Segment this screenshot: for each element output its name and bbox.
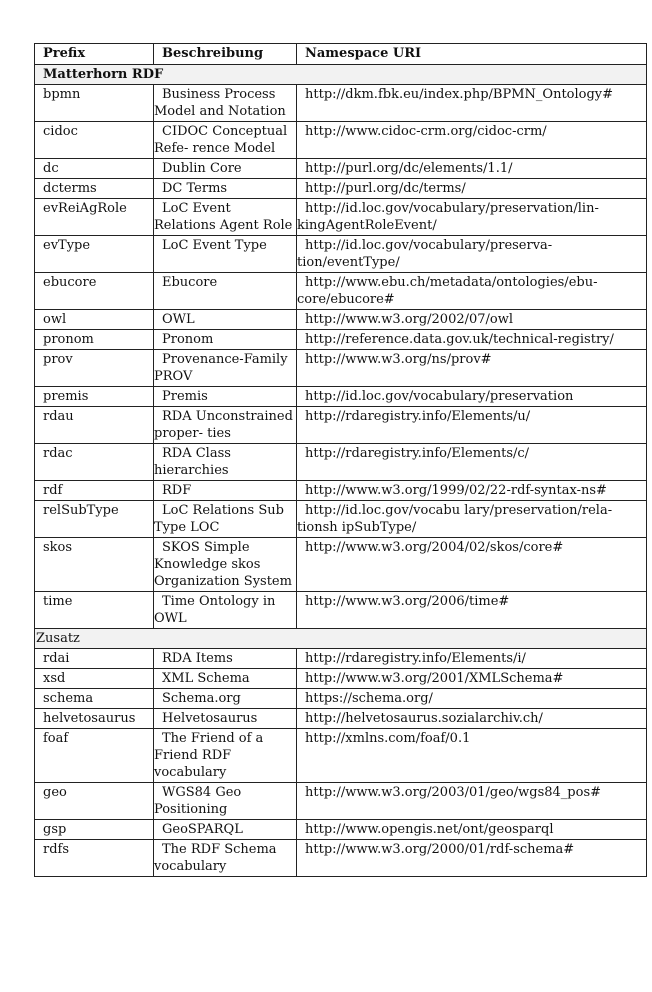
table-row: [35, 709, 647, 729]
cell-prefix: rdai: [35, 649, 154, 669]
cell-prefix: cidoc: [35, 122, 154, 159]
uri-text: http://purl.org/dc/terms/: [305, 181, 466, 196]
table-row: [35, 689, 647, 709]
cell-description: [154, 273, 297, 310]
header-description: Beschreibung: [154, 44, 297, 65]
cell-description: [154, 481, 297, 501]
description-text: The RDF Schema vocabulary: [154, 842, 277, 874]
cell-description: [154, 387, 297, 407]
cell-namespace-uri: [297, 273, 647, 310]
cell-prefix: owl: [35, 310, 154, 330]
uri-text: https://schema.org/: [305, 691, 433, 706]
cell-description: [154, 350, 297, 387]
cell-description: [154, 669, 297, 689]
uri-text: http://xmlns.com/foaf/0.1: [305, 731, 471, 746]
header-prefix: Prefix: [35, 44, 154, 65]
uri-text: http://www.cidoc-crm.org/cidoc-crm/: [305, 124, 547, 139]
cell-prefix: gsp: [35, 820, 154, 840]
table-row: [35, 669, 647, 689]
description-text: Pronom: [162, 332, 214, 347]
cell-description: [154, 783, 297, 820]
cell-namespace-uri: [297, 444, 647, 481]
uri-text: http://id.loc.gov/vocabu lary/preservation/rela- tionsh ipSubType/: [297, 503, 613, 535]
cell-prefix: schema: [35, 689, 154, 709]
description-text: DC Terms: [162, 181, 228, 196]
uri-text: http://www.w3.org/2004/02/skos/core#: [305, 540, 564, 555]
cell-description: [154, 840, 297, 877]
table-row: [35, 444, 647, 481]
cell-prefix: relSubType: [35, 501, 154, 538]
cell-namespace-uri: [297, 592, 647, 629]
cell-prefix: evReiAgRole: [35, 199, 154, 236]
cell-prefix: rdac: [35, 444, 154, 481]
cell-description: [154, 538, 297, 592]
description-text: SKOS Simple Knowledge skos Organization System: [154, 540, 292, 589]
table-row: [35, 729, 647, 783]
cell-description: [154, 709, 297, 729]
group-row: [35, 629, 647, 649]
table-row: [35, 199, 647, 236]
uri-text: http://www.ebu.ch/metadata/ontologies/ebu- core/ebucore#: [297, 275, 598, 307]
description-text: LoC Event Type: [162, 238, 267, 253]
table-row: [35, 538, 647, 592]
cell-prefix: dcterms: [35, 179, 154, 199]
cell-description: [154, 122, 297, 159]
description-text: RDA Items: [162, 651, 233, 666]
cell-namespace-uri: [297, 122, 647, 159]
cell-prefix: foaf: [35, 729, 154, 783]
table-row: [35, 179, 647, 199]
description-text: The Friend of a Friend RDF vocabulary: [154, 731, 264, 780]
cell-description: [154, 820, 297, 840]
cell-description: [154, 159, 297, 179]
cell-namespace-uri: [297, 689, 647, 709]
table-row: [35, 407, 647, 444]
cell-prefix: helvetosaurus: [35, 709, 154, 729]
cell-namespace-uri: [297, 330, 647, 350]
description-text: Dublin Core: [162, 161, 242, 176]
table-row: [35, 273, 647, 310]
description-text: OWL: [162, 312, 195, 327]
cell-namespace-uri: [297, 669, 647, 689]
cell-description: [154, 501, 297, 538]
table-row: [35, 350, 647, 387]
cell-description: [154, 85, 297, 122]
cell-namespace-uri: [297, 501, 647, 538]
table-row: [35, 481, 647, 501]
table-body: [35, 65, 647, 877]
uri-text: http://reference.data.gov.uk/technical-registry/: [305, 332, 614, 347]
cell-description: [154, 689, 297, 709]
uri-text: http://rdaregistry.info/Elements/u/: [305, 409, 531, 424]
cell-prefix: skos: [35, 538, 154, 592]
table-row: [35, 159, 647, 179]
cell-description: [154, 729, 297, 783]
description-text: RDA Class hierarchies: [154, 446, 231, 478]
cell-description: [154, 310, 297, 330]
cell-description: [154, 407, 297, 444]
header-namespace-uri: Namespace URI: [297, 44, 647, 65]
description-text: Schema.org: [162, 691, 241, 706]
description-text: GeoSPARQL: [162, 822, 243, 837]
description-text: XML Schema: [162, 671, 250, 686]
cell-namespace-uri: [297, 199, 647, 236]
cell-namespace-uri: [297, 236, 647, 273]
uri-text: http://rdaregistry.info/Elements/c/: [305, 446, 530, 461]
uri-text: http://id.loc.gov/vocabulary/preserva- tion/eventType/: [297, 238, 553, 270]
uri-text: http://www.w3.org/2003/01/geo/wgs84_pos#: [305, 785, 602, 800]
cell-description: [154, 649, 297, 669]
cell-namespace-uri: [297, 310, 647, 330]
table-row: [35, 85, 647, 122]
description-text: LoC Relations Sub Type LOC: [154, 503, 284, 535]
description-text: LoC Event Relations Agent Role: [154, 201, 293, 233]
cell-prefix: bpmn: [35, 85, 154, 122]
cell-description: [154, 444, 297, 481]
table-row: [35, 236, 647, 273]
cell-description: [154, 199, 297, 236]
cell-prefix: xsd: [35, 669, 154, 689]
cell-namespace-uri: [297, 840, 647, 877]
description-text: Ebucore: [162, 275, 218, 290]
namespace-table: [34, 43, 647, 877]
cell-description: [154, 236, 297, 273]
cell-namespace-uri: [297, 179, 647, 199]
cell-namespace-uri: [297, 538, 647, 592]
description-text: WGS84 Geo Positioning: [154, 785, 242, 817]
uri-text: http://id.loc.gov/vocabulary/preservation/lin- kingAgentRoleEvent/: [297, 201, 599, 233]
cell-prefix: ebucore: [35, 273, 154, 310]
cell-prefix: time: [35, 592, 154, 629]
cell-namespace-uri: [297, 387, 647, 407]
uri-text: http://www.w3.org/2002/07/owl: [305, 312, 514, 327]
cell-prefix: premis: [35, 387, 154, 407]
table-row: [35, 820, 647, 840]
cell-prefix: geo: [35, 783, 154, 820]
cell-namespace-uri: [297, 783, 647, 820]
cell-description: [154, 592, 297, 629]
description-text: Time Ontology in OWL: [154, 594, 276, 626]
uri-text: http://www.w3.org/2006/time#: [305, 594, 510, 609]
description-text: Premis: [162, 389, 208, 404]
cell-prefix: prov: [35, 350, 154, 387]
uri-text: http://www.w3.org/2000/01/rdf-schema#: [305, 842, 575, 857]
cell-prefix: dc: [35, 159, 154, 179]
cell-prefix: rdfs: [35, 840, 154, 877]
cell-namespace-uri: [297, 159, 647, 179]
cell-namespace-uri: [297, 649, 647, 669]
cell-namespace-uri: [297, 407, 647, 444]
table-row: [35, 840, 647, 877]
description-text: Provenance-Family PROV: [154, 352, 288, 384]
table-row: [35, 122, 647, 159]
table-row: [35, 501, 647, 538]
uri-text: http://purl.org/dc/elements/1.1/: [305, 161, 513, 176]
cell-namespace-uri: [297, 85, 647, 122]
group-title: Zusatz: [35, 629, 647, 649]
group-title: Matterhorn RDF: [35, 65, 647, 85]
cell-namespace-uri: [297, 729, 647, 783]
cell-description: [154, 179, 297, 199]
description-text: Business Process Model and Notation: [154, 87, 286, 119]
cell-namespace-uri: [297, 709, 647, 729]
table-row: [35, 649, 647, 669]
uri-text: http://helvetosaurus.sozialarchiv.ch/: [305, 711, 543, 726]
cell-namespace-uri: [297, 820, 647, 840]
uri-text: http://dkm.fbk.eu/index.php/BPMN_Ontology#: [305, 87, 614, 102]
uri-text: http://www.w3.org/2001/XMLSchema#: [305, 671, 564, 686]
table-row: [35, 310, 647, 330]
group-row: [35, 65, 647, 85]
description-text: CIDOC Conceptual Refe- rence Model: [154, 124, 288, 156]
table-header-row: [35, 44, 647, 65]
table-row: [35, 330, 647, 350]
description-text: RDA Unconstrained proper- ties: [154, 409, 293, 441]
uri-text: http://www.opengis.net/ont/geosparql: [305, 822, 554, 837]
cell-namespace-uri: [297, 350, 647, 387]
description-text: Helvetosaurus: [162, 711, 258, 726]
table-row: [35, 592, 647, 629]
table-row: [35, 783, 647, 820]
description-text: RDF: [162, 483, 192, 498]
uri-text: http://id.loc.gov/vocabulary/preservation: [305, 389, 574, 404]
cell-prefix: rdf: [35, 481, 154, 501]
table-row: [35, 387, 647, 407]
cell-prefix: pronom: [35, 330, 154, 350]
uri-text: http://www.w3.org/ns/prov#: [305, 352, 492, 367]
uri-text: http://www.w3.org/1999/02/22-rdf-syntax-ns#: [305, 483, 607, 498]
uri-text: http://rdaregistry.info/Elements/i/: [305, 651, 526, 666]
cell-namespace-uri: [297, 481, 647, 501]
cell-prefix: evType: [35, 236, 154, 273]
cell-prefix: rdau: [35, 407, 154, 444]
cell-description: [154, 330, 297, 350]
